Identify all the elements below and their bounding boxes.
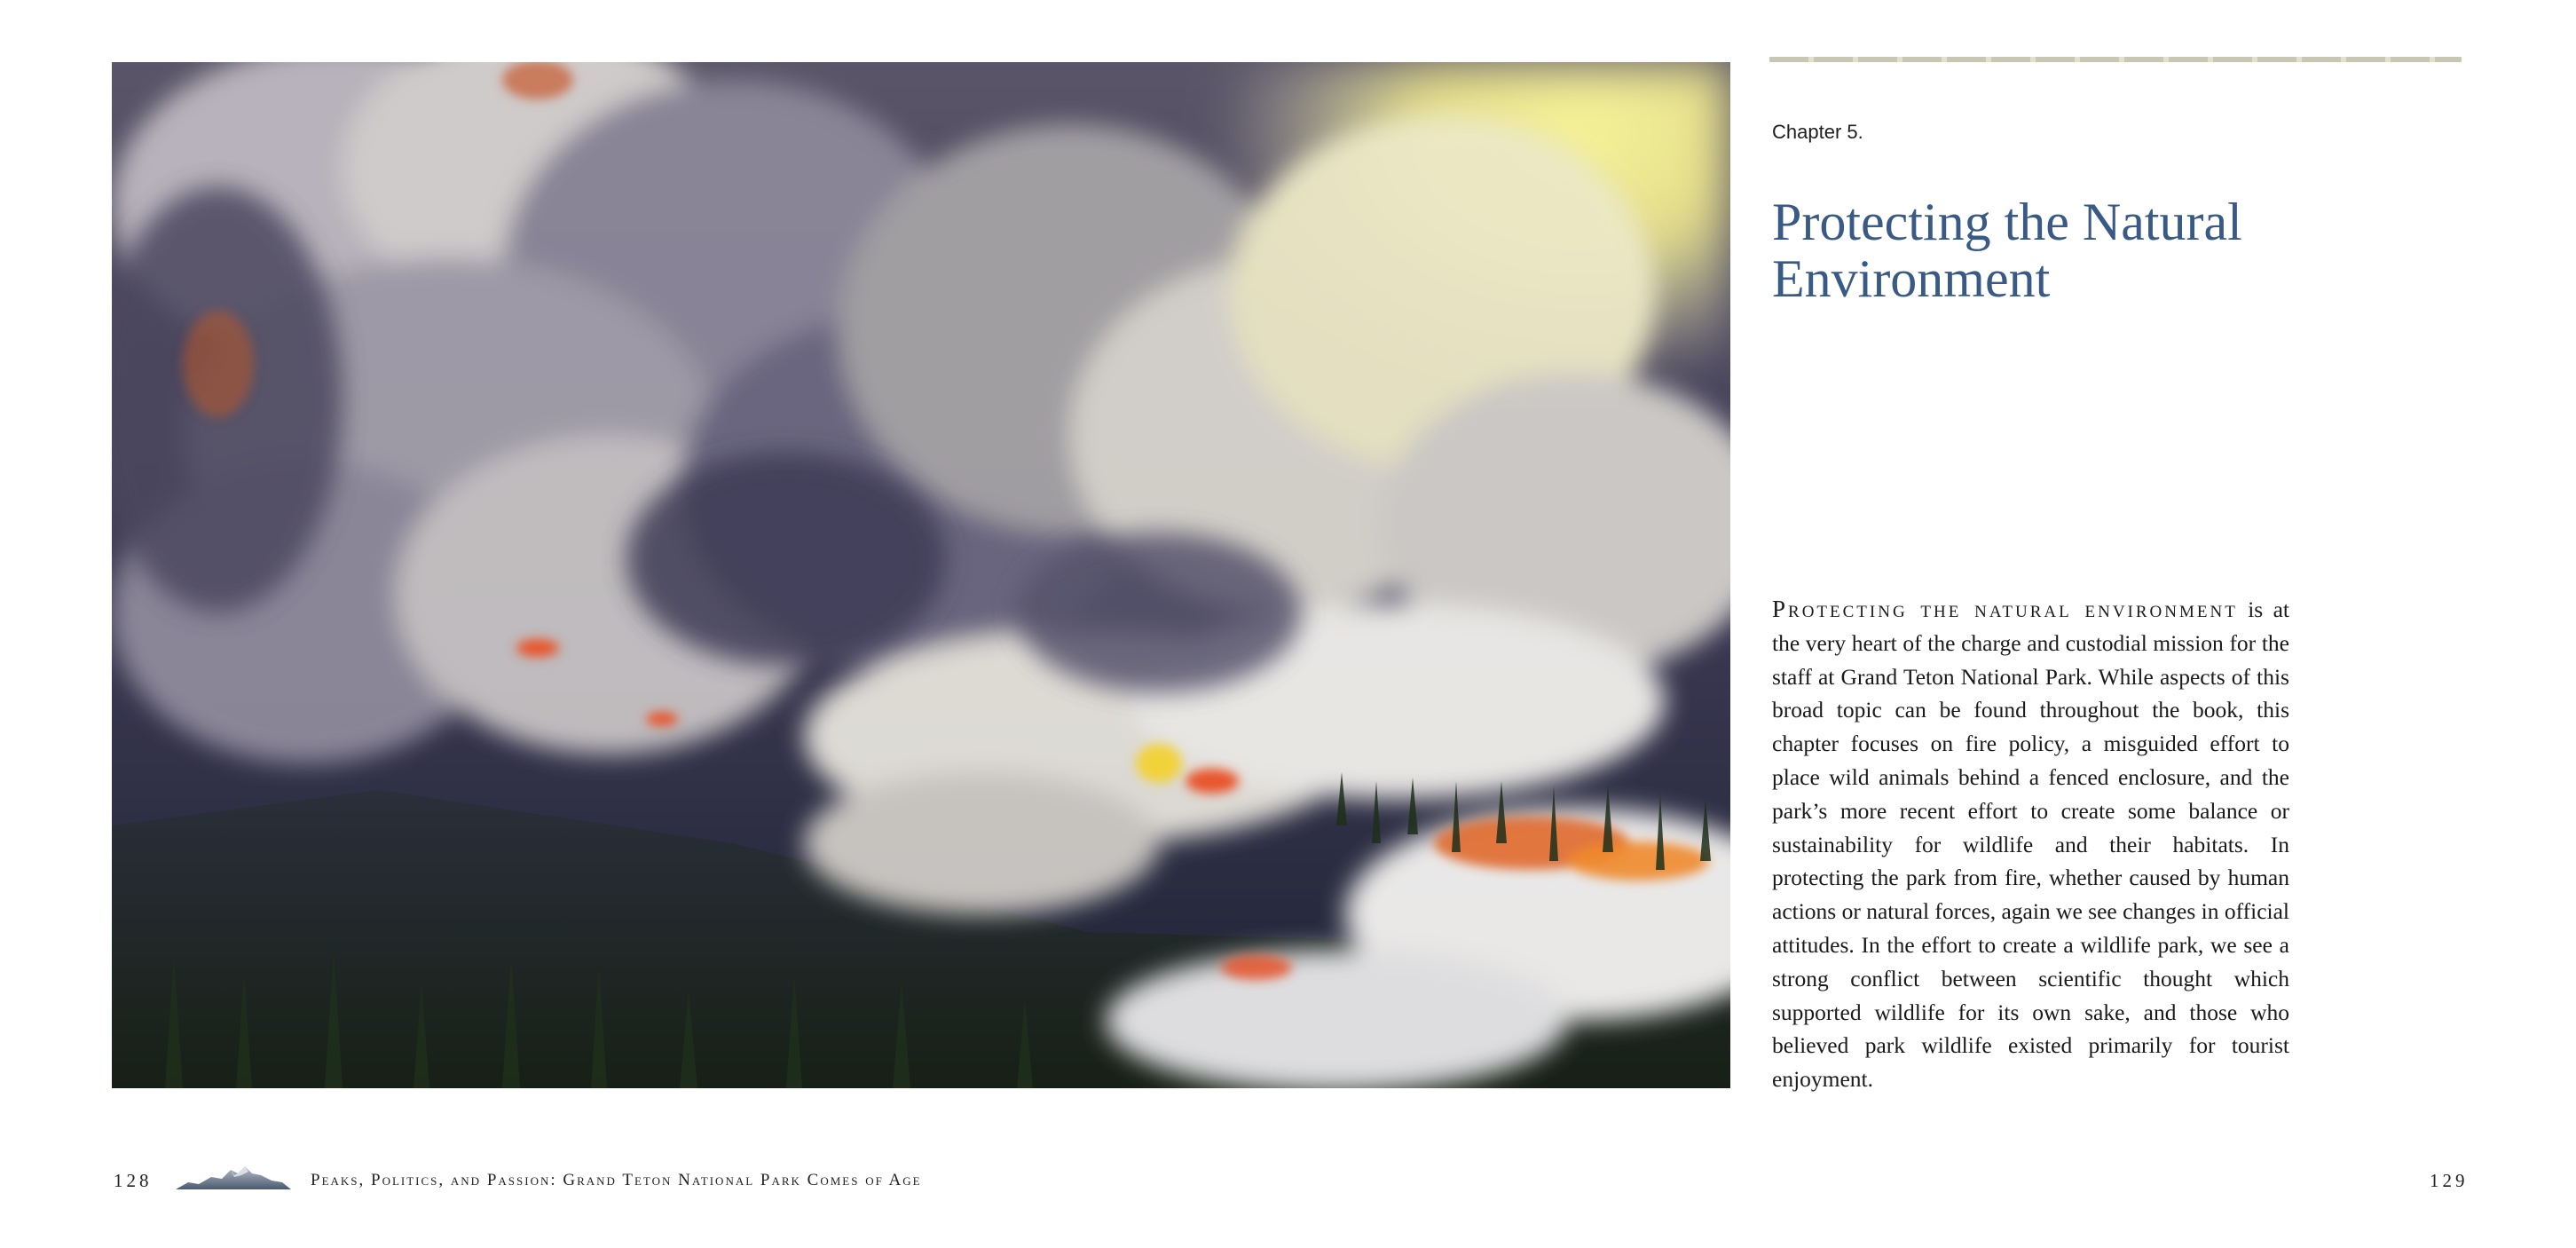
mountain-range-icon [176,1163,291,1189]
body-paragraph [1772,593,2289,1096]
lead-in-small-caps: Protecting the natural environment [1772,596,2238,622]
decorative-top-rule [1769,57,2462,62]
chapter-title: Protecting the Natural Environment [1772,193,2242,308]
running-head: Peaks, Politics, and Passion: Grand Teton National Park Comes of Age [311,1171,922,1189]
chapter-label: Chapter 5. [1772,121,1863,143]
body-paragraph-text: is at the very heart of the charge and custodial mission for the staff at Grand Teton National Park. While aspects of this broad topic can be found throughout the book, this chapter focuses on fire policy, a misguided effort to place wild animals behind a fenced enclosure, and the park’s more recent effort to create some balance or sustainability for wildlife and their habitats. In protecting the park from fire, whether caused by human actions or natural forces, again we see changes in official attitudes. In the effort to create a wildlife park, we see a strong conflict between scientific thought which supported wildlife for its own sake, and those who believed park wildlife existed primarily for tourist enjoyment. [1772,596,2289,1093]
page-number-left: 128 [114,1170,153,1191]
page-number-right: 129 [2430,1170,2469,1191]
forest-fire-photo [112,62,1730,1088]
